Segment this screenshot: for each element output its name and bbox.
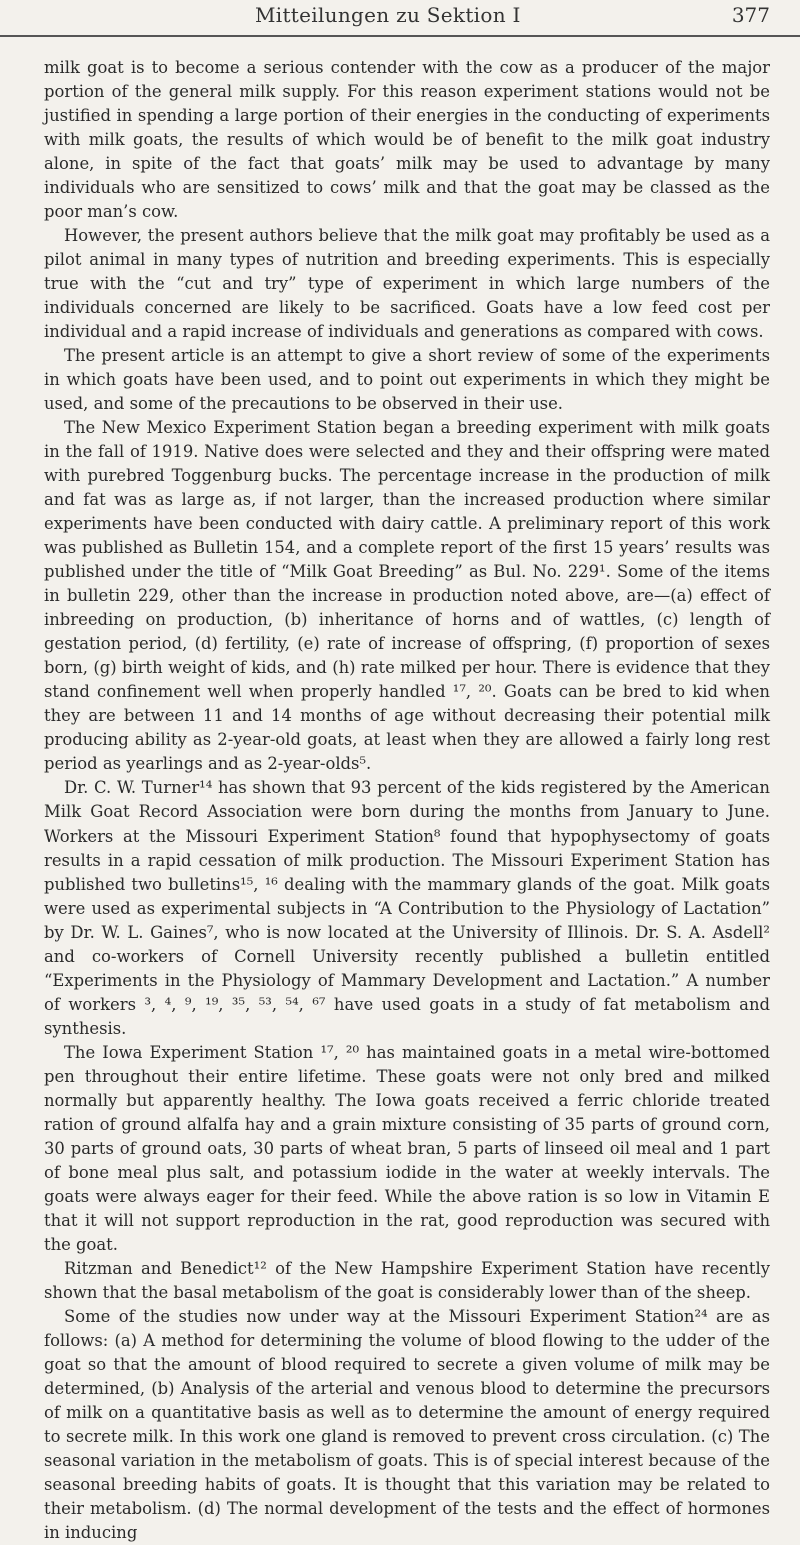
body-text <box>44 56 770 1545</box>
paragraph: milk goat is to become a serious contender with the cow as a producer of the major portion of the general milk supply. For this reason experiment stations would not be justified in spending a large portion of their energies in the conducting of experiments with milk goats, the results of which would be of benefit to the milk goat industry alone, in spite of the fact that goats’ milk may be used to advantage by many individuals who are sensitized to cows’ milk and that the goat may be classed as the poor man’s cow. <box>44 58 770 222</box>
running-header <box>0 0 800 36</box>
page-number: 377 <box>731 3 770 27</box>
paragraph: Ritzman and Benedict¹² of the New Hampshire Experiment Station have recently shown that the basal metabolism of the goat is considerably lower than of the sheep. <box>44 1258 770 1302</box>
paragraph: The New Mexico Experiment Station began a breeding experiment with milk goats in the fall of 1919. Native does were selected and they and their offspring were mated with purebred Toggenburg bucks. The percentage increase in the production of milk and fat was as large as, if not larger, than the increased production where similar experiments have been conducted with dairy cattle. A preliminary report of this work was published as Bulletin 154, and a complete report of the first 15 years’ results was published under the title of “Milk Goat Breeding” as Bul. No. 229¹. Some of the items in bulletin 229, other than the increase in production noted above, are—(a) effect of inbreeding on production, (b) inheritance of horns and of wattles, (c) length of gestation period, (d) fertility, (e) rate of increase of offspring, (f) proportion of sexes born, (g) birth weight of kids, and (h) rate milked per hour. There is evidence that they stand confinement well when properly handled ¹⁷, ²⁰. Goats can be bred to kid when they are between 11 and 14 months of age without decreasing their potential milk producing ability as 2-year-old goats, at least when they are allowed a fairly long rest period as yearlings and as 2-year-olds⁵. <box>44 418 770 774</box>
header-title: Mitteilungen zu Sektion I <box>255 3 521 27</box>
paragraph: The Iowa Experiment Station ¹⁷, ²⁰ has maintained goats in a metal wire-bottomed pen throughout their entire lifetime. These goats were not only bred and milked normally but apparently healthy. The Iowa goats received a ferric chloride treated ration of ground alfalfa hay and a grain mixture consisting of 35 parts of ground corn, 30 parts of ground oats, 30 parts of wheat bran, 5 parts of linseed oil meal and 1 part of bone meal plus salt, and potassium iodide in the water at weekly intervals. The goats were always eager for their feed. While the above ration is so low in Vitamin E that it will not support reproduction in the rat, good reproduction was secured with the goat. <box>44 1042 770 1254</box>
header-rule <box>0 35 800 37</box>
paragraph: However, the present authors believe that the milk goat may profitably be used as a pilot animal in many types of nutrition and breeding experiments. This is especially true with the “cut and try” type of experiment in which large numbers of the individuals concerned are likely to be sacrificed. Goats have a low feed cost per individual and a rapid increase of individuals and generations as compared with cows. <box>44 226 770 342</box>
paragraph: Some of the studies now under way at the Missouri Experiment Station²⁴ are as follows: (a) A method for determining the volume of blood flowing to the udder of the goat so that the amount of blood required to secrete a given volume of milk may be determined, (b) Analysis of the arterial and venous blood to determine the precursors of milk on a quantitative basis as well as to determine the amount of energy required to secrete milk. In this work one gland is removed to prevent cross circulation. (c) The seasonal variation in the metabolism of goats. This is of special interest because of the seasonal breeding habits of goats. It is thought that this variation may be related to their metabolism. (d) The normal development of the tests and the effect of hormones in inducing <box>44 1306 770 1542</box>
paragraph: Dr. C. W. Turner¹⁴ has shown that 93 percent of the kids registered by the American Milk Goat Record Association were born during the months from January to June. Workers at the Missouri Experiment Station⁸ found that hypophysectomy of goats results in a rapid cessation of milk production. The Missouri Experiment Station has published two bulletins¹⁵, ¹⁶ dealing with the mammary glands of the goat. Milk goats were used as experimental subjects in “A Contribution to the Physiology of Lactation” by Dr. W. L. Gaines⁷, who is now located at the University of Illinois. Dr. S. A. Asdell² and co-workers of Cornell University recently published a bulletin entitled “Experiments in the Physiology of Mammary Development and Lactation.” A number of workers ³, ⁴, ⁹, ¹⁹, ³⁵, ⁵³, ⁵⁴, ⁶⁷ have used goats in a study of fat metabolism and synthesis. <box>44 778 770 1038</box>
paragraph: The present article is an attempt to give a short review of some of the experiments in which goats have been used, and to point out experiments in which they might be used, and some of the precautions to be observed in their use. <box>44 346 770 414</box>
